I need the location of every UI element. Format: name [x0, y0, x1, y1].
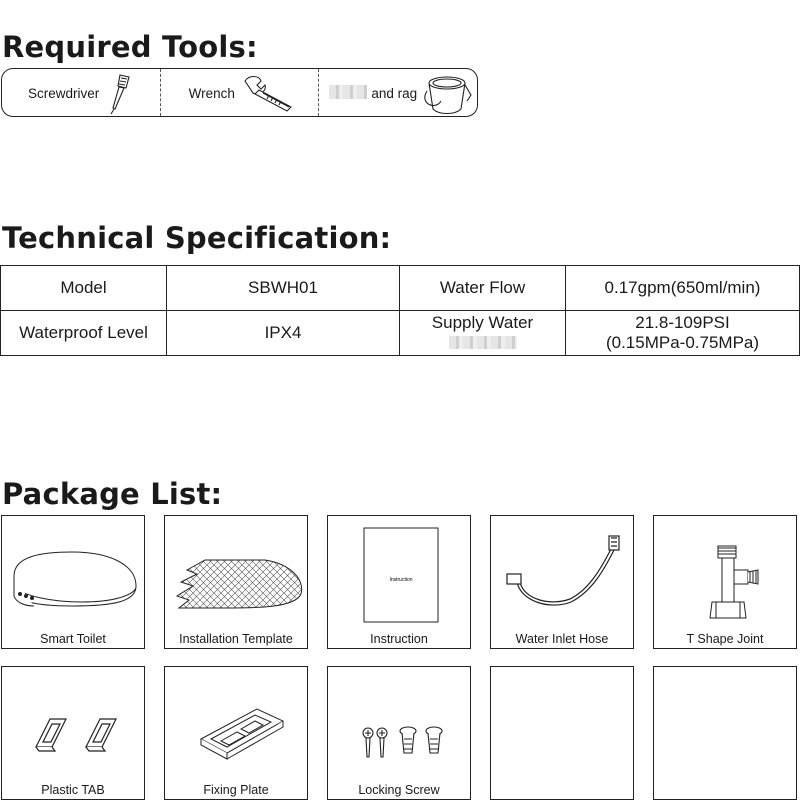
tool-bucket-rag: [318, 69, 477, 116]
instruction-booklet-icon: [328, 516, 472, 626]
package-item: [327, 666, 471, 800]
fixing-plate-icon: [165, 667, 309, 777]
package-item-empty: [490, 666, 634, 800]
package-item-label: Plastic TAB: [41, 783, 105, 797]
package-item: [653, 515, 797, 649]
spec-cell: Water Flow: [400, 266, 566, 311]
package-item-label: T Shape Joint: [686, 632, 764, 646]
spec-cell: 0.17gpm(650ml/min): [566, 266, 800, 311]
package-item: [490, 515, 634, 649]
spec-cell-supply: [400, 311, 566, 356]
package-item: [164, 666, 308, 800]
tool-label: and rag: [371, 86, 418, 101]
package-item: [1, 666, 145, 800]
spec-row: [1, 311, 800, 356]
technical-specification-title: Technical Specification:: [2, 221, 392, 255]
package-item-label: Installation Template: [179, 632, 293, 646]
package-item: [164, 515, 308, 649]
spec-cell: Model: [1, 266, 167, 311]
installation-template-icon: [165, 516, 309, 626]
tool-screwdriver: [2, 69, 160, 116]
plastic-tab-icon: [2, 667, 146, 777]
pressure-psi: 21.8-109PSI: [635, 313, 730, 332]
spec-cell: Waterproof Level: [1, 311, 167, 356]
tool-label: Screwdriver: [28, 86, 100, 101]
water-inlet-hose-icon: [491, 516, 635, 626]
locking-screw-icon: [328, 667, 472, 777]
tools-bar: [1, 68, 478, 117]
package-item-label: Locking Screw: [358, 783, 440, 797]
bucket-icon: [421, 71, 477, 117]
spec-table: [0, 265, 800, 356]
tool-wrench: [160, 69, 319, 116]
package-item: [327, 515, 471, 649]
package-item-label: Water Inlet Hose: [515, 632, 609, 646]
supply-water-label: Supply Water: [431, 312, 534, 332]
booklet-text: Instruction: [389, 577, 413, 583]
spec-cell-pressure: [566, 311, 800, 356]
package-item-label: Smart Toilet: [40, 632, 106, 646]
package-item-label: Instruction: [370, 632, 428, 646]
required-tools-title: Required Tools:: [2, 30, 258, 64]
blurred-text: [449, 336, 517, 349]
pressure-mpa: (0.15MPa-0.75MPa): [605, 333, 760, 352]
tool-label: Wrench: [188, 86, 235, 101]
package-item-label: Fixing Plate: [203, 783, 269, 797]
screwdriver-icon: [98, 71, 138, 115]
package-list-title: Package List:: [2, 477, 223, 511]
t-shape-joint-icon: [654, 516, 798, 626]
smart-toilet-icon: [2, 516, 146, 626]
blurred-text: [329, 85, 367, 99]
spec-cell: IPX4: [167, 311, 400, 356]
wrench-icon: [239, 73, 299, 113]
package-item-empty: [653, 666, 797, 800]
package-item: [1, 515, 145, 649]
spec-row: [1, 266, 800, 311]
spec-cell: SBWH01: [167, 266, 400, 311]
